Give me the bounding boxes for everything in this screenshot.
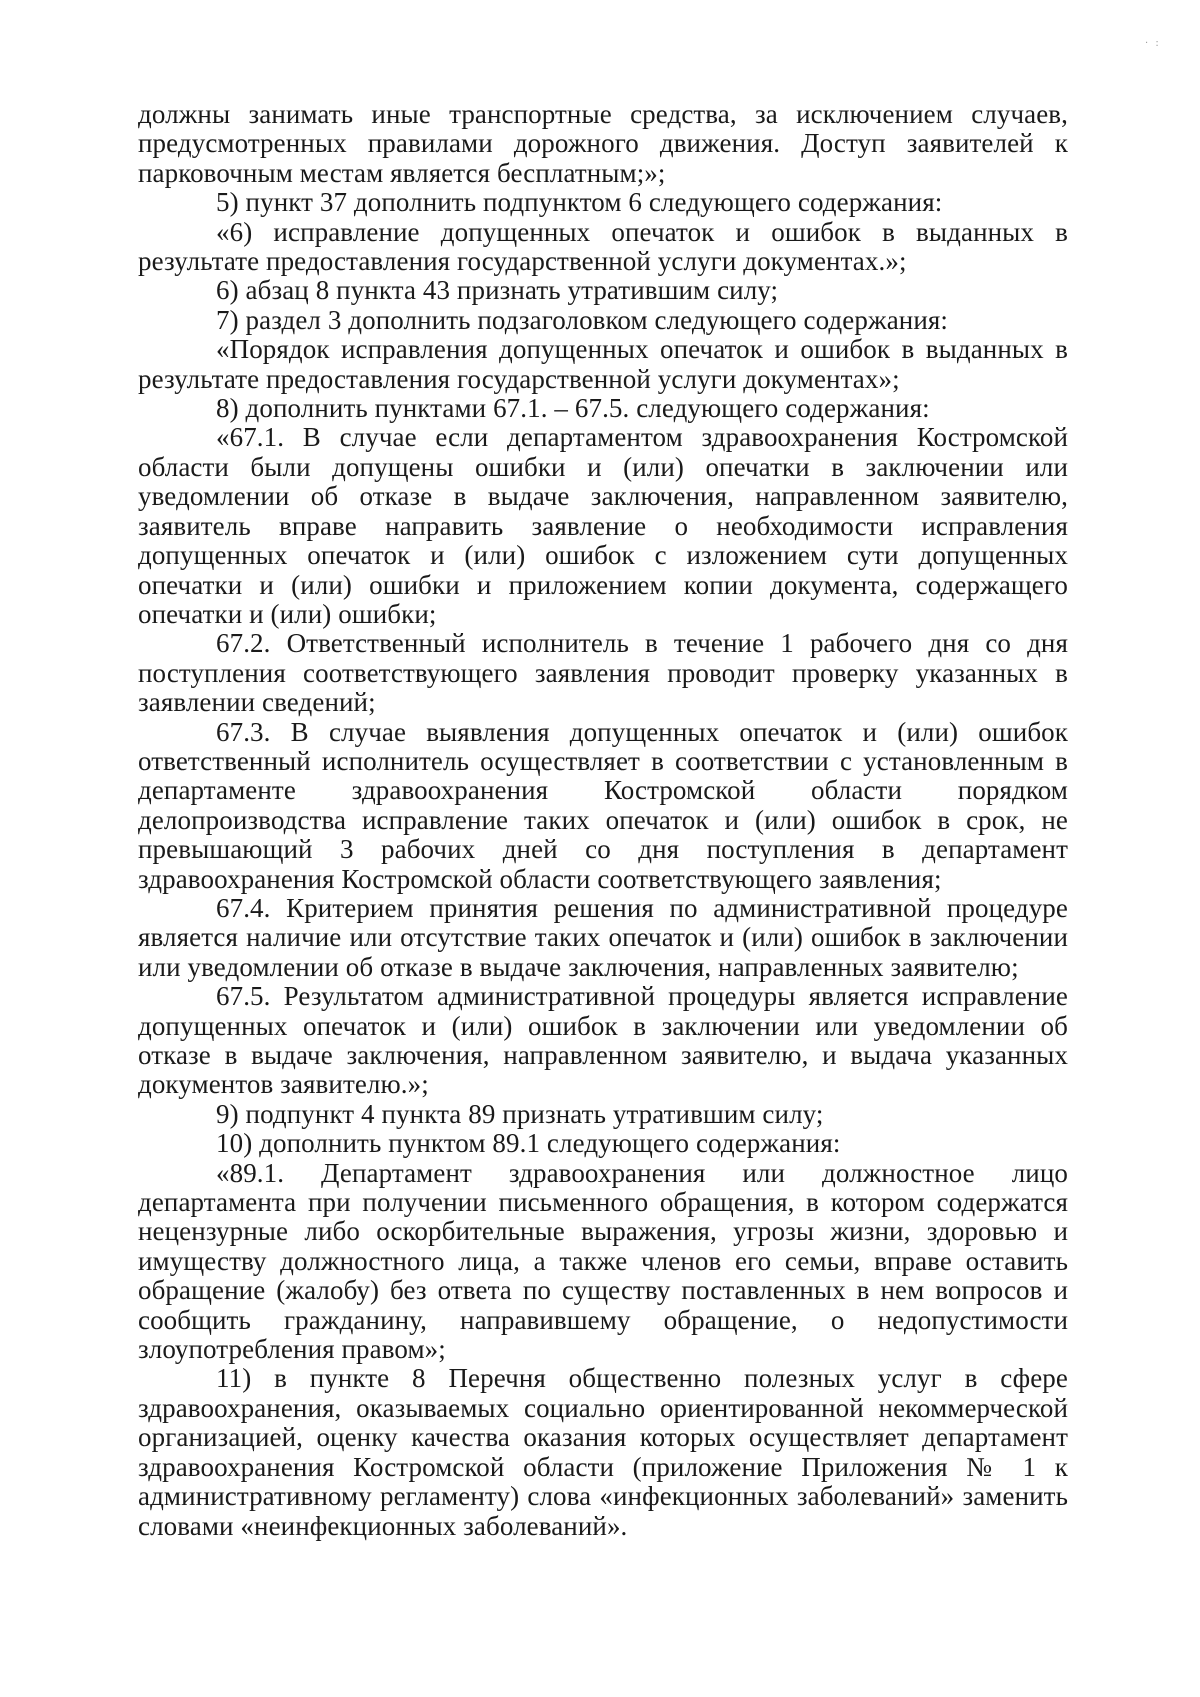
paragraph-item-8: 8) дополнить пунктами 67.1. – 67.5. следующего содержания: xyxy=(216,393,930,424)
paragraph-item-5: 5) пункт 37 дополнить подпунктом 6 следующего содержания: xyxy=(216,187,943,218)
paragraph-item-11: 11) в пункте 8 Перечня общественно полезных услуг в сфере здравоохранения, оказываемых социально ориентированной некоммерческой организацией, оценку качества оказания которых осуществляет департамент здравоохранения Костромской области (приложение Приложения № 1 к административному регламенту) слова «инфекционных заболеваний» заменить словами «неинфекционных заболеваний». xyxy=(138,1363,1068,1541)
paragraph-item-7: 7) раздел 3 дополнить подзаголовком следующего содержания: xyxy=(216,304,948,335)
paragraph-67-2: 67.2. Ответственный исполнитель в течение 1 рабочего дня со дня поступления соответствующего заявления проводит проверку указанных в заявлении сведений; xyxy=(138,628,1068,718)
paragraph-67-4: 67.4. Критерием принятия решения по административной процедуре является наличие или отсутствие таких опечаток и (или) ошибок в заключении или уведомлении об отказе в выдаче заключения, направленных заявителю; xyxy=(138,892,1068,982)
paragraph-continuation: должны занимать иные транспортные средства, за исключением случаев, предусмотренных правилами дорожного движения. Доступ заявителей к парковочным местам является бесплатным;»; xyxy=(138,99,1068,188)
paragraph-item-10: 10) дополнить пунктом 89.1 следующего содержания: xyxy=(216,1128,841,1159)
paragraph-67-3: 67.3. В случае выявления допущенных опечаток и (или) ошибок ответственный исполнитель осуществляет в соответствии с установленным в департаменте здравоохранения Костромской области порядком делопроизводства исправление таких опечаток и (или) ошибок в срок, не превышающий 3 рабочих дней со дня поступления в департамент здравоохранения Костромской области соответствующего заявления; xyxy=(138,716,1068,894)
paragraph-item-6: 6) абзац 8 пункта 43 признать утратившим силу; xyxy=(216,275,779,306)
paragraph-67-1: «67.1. В случае если департаментом здравоохранения Костромской области были допущены ошибки и (или) опечатки в заключении или уведомлении об отказе в выдаче заключения, направленном заявителю, заявитель вправе направить заявление о необходимости исправления допущенных опечаток и (или) ошибок с изложением сути допущенных опечатки и (или) ошибки и приложением копии документа, содержащего опечатки и (или) ошибки; xyxy=(138,422,1068,629)
paragraph-item-7-quote: «Порядок исправления допущенных опечаток и ошибок в выданных в результате предоставления государственной услуги документах»; xyxy=(138,334,1068,394)
paragraph-item-5-quote: «6) исправление допущенных опечаток и ошибок в выданных в результате предоставления государственной услуги документах.»; xyxy=(138,216,1068,277)
paragraph-89-1: «89.1. Департамент здравоохранения или должностное лицо департамента при получении письменного обращения, в котором содержатся нецензурные либо оскорбительные выражения, угрозы жизни, здоровью и имуществу должностного лица, а также членов его семьи, вправе оставить обращение (жалобу) без ответа по существу поставленных в нем вопросов и сообщить гражданину, направившему обращение, о недопустимости злоупотребления правом»; xyxy=(138,1157,1068,1365)
scan-specks: · : xyxy=(1145,38,1161,49)
paragraph-item-9: 9) подпункт 4 пункта 89 признать утратившим силу; xyxy=(216,1098,824,1129)
paragraph-67-5: 67.5. Результатом административной процедуры является исправление допущенных опечаток и (или) ошибок в заключении или уведомлении об отказе в выдаче заключения, направленном заявителю, и выдача указанных документов заявителю.»; xyxy=(138,981,1068,1100)
document-page xyxy=(138,100,1068,1660)
